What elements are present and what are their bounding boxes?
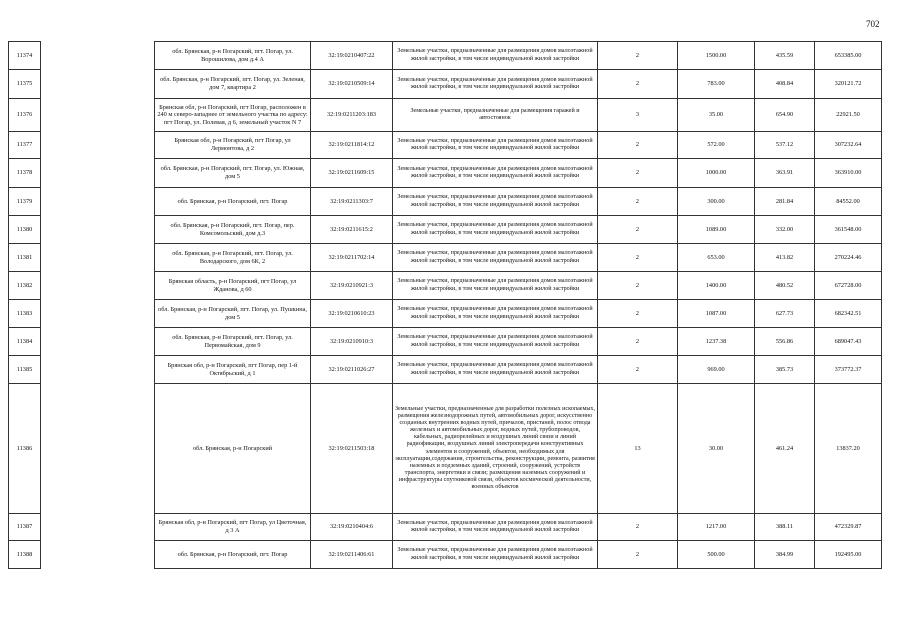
cadastral-number-cell: 32:19:0210404:6 — [311, 514, 393, 541]
table-row — [9, 541, 882, 569]
address-cell: Брянская обл, р-н Погарский, пгт Погар, ул Цветочная, д 3 А — [155, 514, 311, 541]
separator-cell — [41, 216, 155, 244]
row-number: 11388 — [9, 541, 41, 569]
cadastral-number-cell: 32:19:0211406:61 — [311, 541, 393, 569]
address-cell: Брянская область, р-н Погарский, пгт Погар, ул Жданова, д 60 — [155, 272, 311, 300]
land-use-cell: Земельные участки, предназначенные для размещения домов малоэтажной жилой застройки, в том числе индивидуальной жилой застройки — [393, 300, 598, 328]
cadastral-value-cell: 682342.51 — [815, 300, 882, 328]
table-row — [9, 272, 882, 300]
row-number: 11380 — [9, 216, 41, 244]
cadastral-number-cell: 32:19:0211814:12 — [311, 132, 393, 159]
address-cell: Брянская обл, р-н Погарский, пгт Погар, ул Лермонтова, д 2 — [155, 132, 311, 159]
address-cell: обл. Брянская, р-н Погарский, пгт. Погар — [155, 188, 311, 216]
area-cell: 1500.00 — [678, 42, 755, 70]
row-number: 11376 — [9, 99, 41, 132]
table-row — [9, 159, 882, 188]
group-cell: 2 — [598, 300, 678, 328]
cadastral-number-cell: 32:19:0211503:18 — [311, 384, 393, 514]
row-number: 11387 — [9, 514, 41, 541]
group-cell: 2 — [598, 70, 678, 99]
cadastral-value-cell: 672728.00 — [815, 272, 882, 300]
group-cell: 2 — [598, 216, 678, 244]
table-row — [9, 70, 882, 99]
address-cell: Брянская обл, р-н Погарский, пгт Погар, пер 1-й Октябрьский, д 1 — [155, 356, 311, 384]
row-number: 11374 — [9, 42, 41, 70]
specific-value-cell: 556.86 — [755, 328, 815, 356]
specific-value-cell: 461.24 — [755, 384, 815, 514]
row-number: 11379 — [9, 188, 41, 216]
land-use-cell: Земельные участки, предназначенные для разработки полезных ископаемых, размещения железнодорожных путей, автомобильных дорог, искусственно созданных внутренних водных путей, причалов, пристаней, полос отвода железных и автомобильных дорог, водных путей, трубопроводов, кабельных, радиорелейных и воздушных линий связи и линий радиофикации, воздушных линий электропередачи конструктивных элементов и сооружений, объектов, необходимых для эксплуатации,содержания, строительства, реконструкции, ремонта, развития наземных и подземных зданий, строений, сооружений, устройств транспорта, энергетики и связи; размещения наземных сооружений и инфраструктуры спутниковой связи, объектов космической деятельности, военных объектов — [393, 384, 598, 514]
group-cell: 2 — [598, 541, 678, 569]
page-number: 702 — [866, 19, 880, 29]
table-row — [9, 514, 882, 541]
row-number: 11385 — [9, 356, 41, 384]
cadastral-value-table — [8, 41, 882, 569]
cadastral-value-cell: 361548.00 — [815, 216, 882, 244]
separator-cell — [41, 300, 155, 328]
group-cell: 2 — [598, 514, 678, 541]
land-use-cell: Земельные участки, предназначенные для размещения гаражей и автостоянок — [393, 99, 598, 132]
row-number: 11384 — [9, 328, 41, 356]
specific-value-cell: 385.73 — [755, 356, 815, 384]
cadastral-value-cell: 653385.00 — [815, 42, 882, 70]
area-cell: 35.00 — [678, 99, 755, 132]
land-use-cell: Земельные участки, предназначенные для размещения домов малоэтажной жилой застройки, в том числе индивидуальной жилой застройки — [393, 216, 598, 244]
cadastral-value-cell: 320121.72 — [815, 70, 882, 99]
address-cell: Брянская обл, р-н Погарский, пгт Погар, расположен в 240 м северо-западнее от земельного участка по адресу: пгт Погар, ул. Полевая, д 6, земельный участок N 7 — [155, 99, 311, 132]
area-cell: 783.00 — [678, 70, 755, 99]
separator-cell — [41, 272, 155, 300]
group-cell: 13 — [598, 384, 678, 514]
cadastral-value-cell: 270224.46 — [815, 244, 882, 272]
cadastral-number-cell: 32:19:0210407:22 — [311, 42, 393, 70]
row-number: 11375 — [9, 70, 41, 99]
address-cell: обл. Брянская, р-н Погарский, пгт. Погар, пер. Комсомольский, дом д.3 — [155, 216, 311, 244]
land-use-cell: Земельные участки, предназначенные для размещения домов малоэтажной жилой застройки, в том числе индивидуальной жилой застройки — [393, 70, 598, 99]
separator-cell — [41, 188, 155, 216]
group-cell: 3 — [598, 99, 678, 132]
cadastral-value-cell: 307232.64 — [815, 132, 882, 159]
address-cell: обл. Брянская, р-н Погарский, пгт. Погар, ул. Пушкина, дом 5 — [155, 300, 311, 328]
table-row — [9, 300, 882, 328]
group-cell: 2 — [598, 42, 678, 70]
cadastral-value-cell: 192495.00 — [815, 541, 882, 569]
area-cell: 1089.00 — [678, 216, 755, 244]
table-row — [9, 99, 882, 132]
address-cell: обл. Брянская, р-н Погарский, пгт. Погар, ул. Володарского, дом 6К, 2 — [155, 244, 311, 272]
cadastral-value-cell: 84552.00 — [815, 188, 882, 216]
separator-cell — [41, 42, 155, 70]
land-use-cell: Земельные участки, предназначенные для размещения домов малоэтажной жилой застройки, в том числе индивидуальной жилой застройки — [393, 132, 598, 159]
group-cell: 2 — [598, 159, 678, 188]
table-row — [9, 356, 882, 384]
area-cell: 969.00 — [678, 356, 755, 384]
table-row — [9, 42, 882, 70]
cadastral-value-cell: 22921.50 — [815, 99, 882, 132]
separator-cell — [41, 541, 155, 569]
specific-value-cell: 537.12 — [755, 132, 815, 159]
cadastral-number-cell: 32:19:0211609:15 — [311, 159, 393, 188]
table-row — [9, 384, 882, 514]
specific-value-cell: 435.59 — [755, 42, 815, 70]
table-row — [9, 188, 882, 216]
cadastral-value-cell: 13837.20 — [815, 384, 882, 514]
land-use-cell: Земельные участки, предназначенные для размещения домов малоэтажной жилой застройки, в том числе индивидуальной жилой застройки — [393, 514, 598, 541]
cadastral-value-cell: 689047.43 — [815, 328, 882, 356]
specific-value-cell: 388.11 — [755, 514, 815, 541]
cadastral-number-cell: 32:19:0210509:14 — [311, 70, 393, 99]
address-cell: обл. Брянская, р-н Погарский, пгт. Погар, ул. Южная, дом 5 — [155, 159, 311, 188]
table-row — [9, 132, 882, 159]
land-use-cell: Земельные участки, предназначенные для размещения домов малоэтажной жилой застройки, в том числе индивидуальной жилой застройки — [393, 188, 598, 216]
cadastral-number-cell: 32:19:0211702:14 — [311, 244, 393, 272]
group-cell: 2 — [598, 188, 678, 216]
group-cell: 2 — [598, 356, 678, 384]
address-cell: обл. Брянская, р-н Погарский, пгт. Погар, ул. Ворошилова, дом д.4 А — [155, 42, 311, 70]
row-number: 11378 — [9, 159, 41, 188]
row-number: 11381 — [9, 244, 41, 272]
table-row — [9, 328, 882, 356]
area-cell: 30.00 — [678, 384, 755, 514]
specific-value-cell: 480.52 — [755, 272, 815, 300]
land-use-cell: Земельные участки, предназначенные для размещения домов малоэтажной жилой застройки, в том числе индивидуальной жилой застройки — [393, 356, 598, 384]
cadastral-number-cell: 32:19:0211303:7 — [311, 188, 393, 216]
group-cell: 2 — [598, 272, 678, 300]
separator-cell — [41, 328, 155, 356]
address-cell: обл. Брянская, р-н Погарский — [155, 384, 311, 514]
area-cell: 1087.00 — [678, 300, 755, 328]
cadastral-number-cell: 32:19:0210921:3 — [311, 272, 393, 300]
table-row — [9, 216, 882, 244]
area-cell: 1400.00 — [678, 272, 755, 300]
specific-value-cell: 654.90 — [755, 99, 815, 132]
cadastral-number-cell: 32:19:0211615:2 — [311, 216, 393, 244]
group-cell: 2 — [598, 328, 678, 356]
row-number: 11377 — [9, 132, 41, 159]
address-cell: обл. Брянская, р-н Погарский, пгт. Погар, ул. Зеленая, дом 7, квартира 2 — [155, 70, 311, 99]
specific-value-cell: 627.73 — [755, 300, 815, 328]
cadastral-value-cell: 363910.00 — [815, 159, 882, 188]
group-cell: 2 — [598, 132, 678, 159]
cadastral-number-cell: 32:19:0211203:183 — [311, 99, 393, 132]
specific-value-cell: 413.82 — [755, 244, 815, 272]
land-use-cell: Земельные участки, предназначенные для размещения домов малоэтажной жилой застройки, в том числе индивидуальной жилой застройки — [393, 328, 598, 356]
land-use-cell: Земельные участки, предназначенные для размещения домов малоэтажной жилой застройки, в том числе индивидуальной жилой застройки — [393, 42, 598, 70]
area-cell: 572.00 — [678, 132, 755, 159]
separator-cell — [41, 244, 155, 272]
separator-cell — [41, 384, 155, 514]
separator-cell — [41, 70, 155, 99]
specific-value-cell: 281.84 — [755, 188, 815, 216]
table-row — [9, 244, 882, 272]
area-cell: 300.00 — [678, 188, 755, 216]
specific-value-cell: 384.99 — [755, 541, 815, 569]
land-use-cell: Земельные участки, предназначенные для размещения домов малоэтажной жилой застройки, в том числе индивидуальной жилой застройки — [393, 244, 598, 272]
area-cell: 1000.00 — [678, 159, 755, 188]
separator-cell — [41, 99, 155, 132]
land-use-cell: Земельные участки, предназначенные для размещения домов малоэтажной жилой застройки, в том числе индивидуальной жилой застройки — [393, 159, 598, 188]
cadastral-value-cell: 472329.87 — [815, 514, 882, 541]
cadastral-number-cell: 32:19:0210610:23 — [311, 300, 393, 328]
address-cell: обл. Брянская, р-н Погарский, пгт. Погар — [155, 541, 311, 569]
cadastral-number-cell: 32:19:0210910:3 — [311, 328, 393, 356]
area-cell: 1237.38 — [678, 328, 755, 356]
address-cell: обл. Брянская, р-н Погарский, пгт. Погар, ул. Первомайская, дом 9 — [155, 328, 311, 356]
row-number: 11383 — [9, 300, 41, 328]
land-use-cell: Земельные участки, предназначенные для размещения домов малоэтажной жилой застройки, в том числе индивидуальной жилой застройки — [393, 272, 598, 300]
row-number: 11382 — [9, 272, 41, 300]
cadastral-number-cell: 32:19:0211026:27 — [311, 356, 393, 384]
specific-value-cell: 332.00 — [755, 216, 815, 244]
specific-value-cell: 408.84 — [755, 70, 815, 99]
separator-cell — [41, 514, 155, 541]
area-cell: 500.00 — [678, 541, 755, 569]
cadastral-value-cell: 373772.37 — [815, 356, 882, 384]
separator-cell — [41, 356, 155, 384]
group-cell: 2 — [598, 244, 678, 272]
separator-cell — [41, 132, 155, 159]
area-cell: 1217.00 — [678, 514, 755, 541]
area-cell: 653.00 — [678, 244, 755, 272]
separator-cell — [41, 159, 155, 188]
row-number: 11386 — [9, 384, 41, 514]
specific-value-cell: 363.91 — [755, 159, 815, 188]
land-use-cell: Земельные участки, предназначенные для размещения домов малоэтажной жилой застройки, в том числе индивидуальной жилой застройки — [393, 541, 598, 569]
